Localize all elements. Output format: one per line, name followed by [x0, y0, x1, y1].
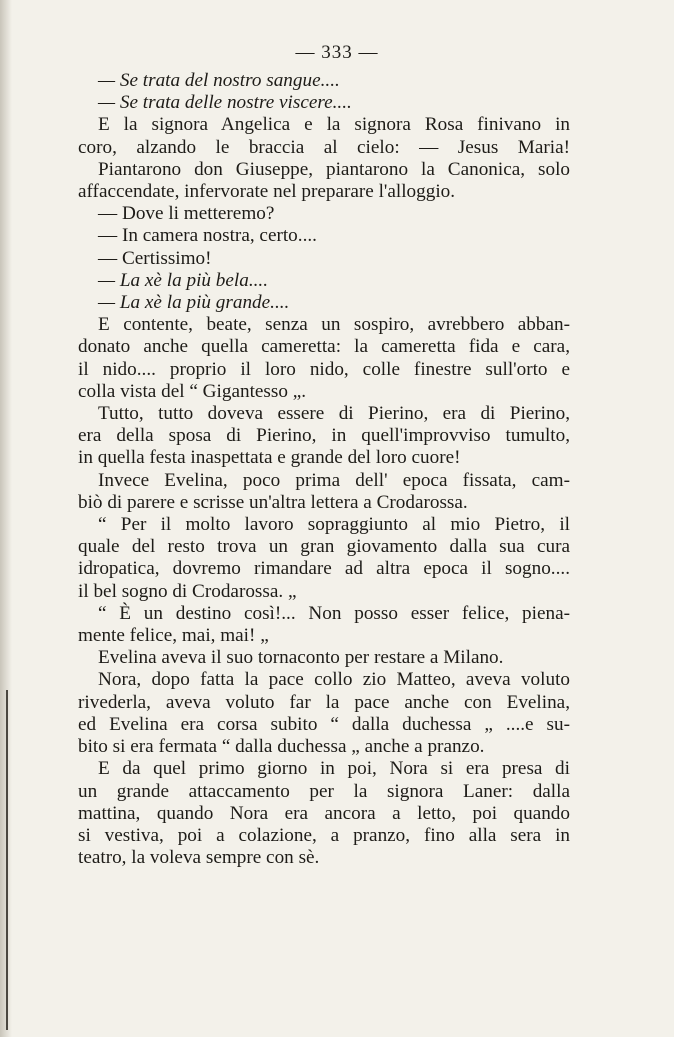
- text-line: — Se trata del nostro sangue....: [98, 70, 340, 91]
- text-line: — Se trata delle nostre viscere....: [98, 92, 352, 114]
- text-line: bito si era fermata “ dalla duchessa „ anche a pranzo.: [78, 736, 485, 758]
- text-line: — In camera nostra, certo....: [98, 225, 317, 247]
- text-line: coro, alzando le braccia al cielo: — Jesus Maria!: [78, 136, 570, 158]
- text-line: in quella festa inaspettata e grande del loro cuore!: [78, 447, 461, 469]
- text-line: teatro, la voleva sempre con sè.: [78, 847, 320, 869]
- text-line: E da quel primo giorno in poi, Nora si era presa di: [98, 758, 570, 780]
- text-line: Piantarono don Giuseppe, piantarono la Canonica, solo: [98, 158, 570, 180]
- text-line: “ È un destino così!... Non posso esser felice, piena-: [98, 602, 570, 624]
- page-number: — 333 —: [295, 42, 379, 63]
- text-line: donato anche quella cameretta: la cameretta fida e cara,: [78, 336, 570, 358]
- binding-line: [6, 690, 8, 1030]
- text-line: “ Per il molto lavoro sopraggiunto al mio Pietro, il: [98, 514, 570, 536]
- text-line: biò di parere e scrisse un'altra lettera a Crodarossa.: [78, 491, 468, 513]
- text-line: E la signora Angelica e la signora Rosa finivano in: [98, 114, 570, 136]
- text-line: mente felice, mai, mai! „: [78, 625, 269, 647]
- text-line: — La xè la più bela....: [98, 269, 269, 291]
- text-line: quale del resto trova un gran giovamento dalla sua cura: [78, 536, 570, 558]
- text-line: il bel sogno di Crodarossa. „: [78, 580, 297, 602]
- text-line: affaccendate, infervorate nel preparare l'alloggio.: [78, 181, 456, 203]
- text-line: — La xè la più grande....: [98, 292, 290, 314]
- text-line: mattina, quando Nora era ancora a letto, poi quando: [78, 802, 570, 824]
- text-line: era della sposa di Pierino, in quell'improvviso tumulto,: [78, 425, 570, 447]
- text-line: il nido.... proprio il loro nido, colle finestre sull'orto e: [78, 358, 570, 380]
- text-line: Evelina aveva il suo tornaconto per restare a Milano.: [98, 647, 504, 669]
- text-line: — Certissimo!: [98, 247, 212, 269]
- text-line: ed Evelina era corsa subito “ dalla duchessa „ ....e su-: [78, 713, 570, 735]
- text-line: Tutto, tutto doveva essere di Pierino, era di Pierino,: [98, 403, 570, 425]
- text-line: colla vista del “ Gigantesso „.: [78, 380, 307, 402]
- text-line: rivederla, aveva voluto far la pace anche con Evelina,: [78, 691, 570, 713]
- text-line: Nora, dopo fatta la pace collo zio Matteo, aveva voluto: [98, 669, 570, 691]
- text-line: Invece Evelina, poco prima dell' epoca fissata, cam-: [98, 469, 570, 491]
- body-text: [78, 70, 570, 869]
- text-line: E contente, beate, senza un sospiro, avrebbero abban-: [98, 314, 570, 336]
- text-line: — Dove li metteremo?: [98, 203, 275, 225]
- text-line: idropatica, dovremo rimandare ad altra epoca il sogno....: [78, 558, 570, 580]
- text-line: un grande attaccamento per la signora Laner: dalla: [78, 780, 570, 802]
- text-line: si vestiva, poi a colazione, a pranzo, fino alla sera in: [78, 824, 570, 846]
